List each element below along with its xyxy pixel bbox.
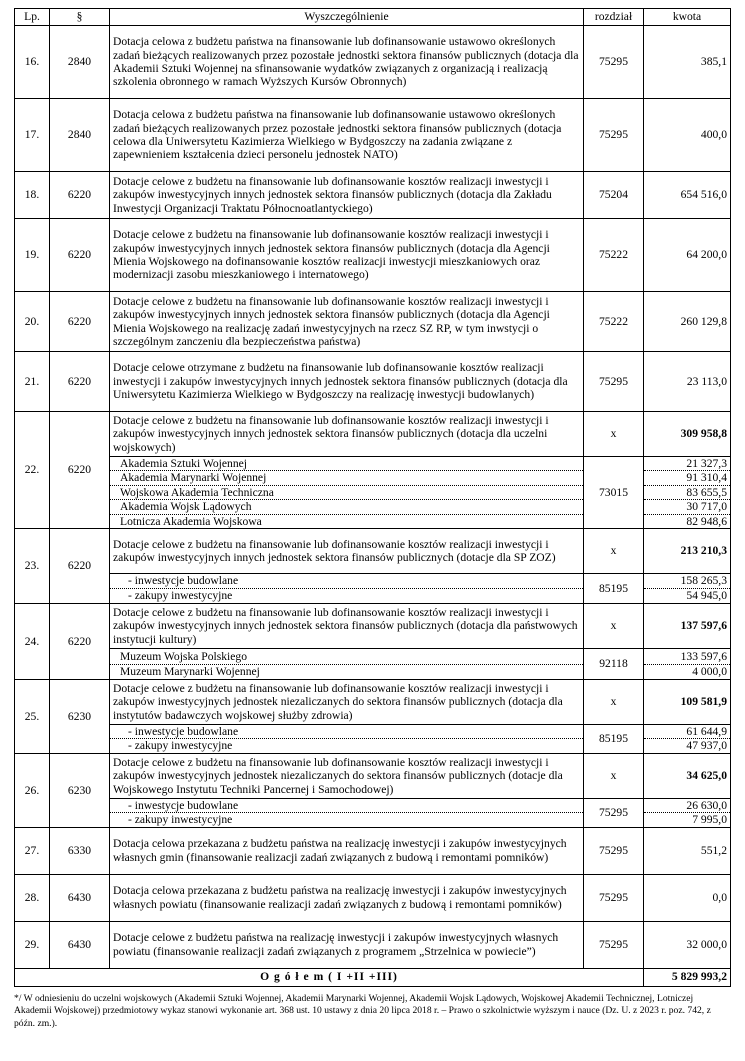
row-rozdzial: 75222 bbox=[584, 219, 644, 292]
sub-row-label: Akademia Wojsk Lądowych bbox=[110, 500, 584, 514]
row-rozdzial: 75222 bbox=[584, 292, 644, 352]
row-paragraph: 6220 bbox=[50, 292, 110, 352]
row-rozdzial: x bbox=[584, 680, 644, 725]
row-kwota: 32 000,0 bbox=[644, 921, 731, 968]
sub-row-label: - zakupy inwestycyjne bbox=[110, 813, 584, 827]
row-paragraph: 6220 bbox=[50, 172, 110, 219]
row-rozdzial: x bbox=[584, 529, 644, 574]
row-lp: 21. bbox=[15, 352, 50, 412]
sub-row-kwota: 30 717,0 bbox=[644, 500, 731, 514]
table-row bbox=[15, 680, 731, 725]
sub-row bbox=[15, 725, 731, 739]
row-rozdzial: x bbox=[584, 412, 644, 457]
sub-row-rozdzial: 85195 bbox=[584, 574, 644, 604]
sub-row-kwota: 91 310,4 bbox=[644, 471, 731, 485]
document-page bbox=[14, 8, 730, 1030]
sub-row-kwota: 47 937,0 bbox=[644, 739, 731, 753]
row-description: Dotacja celowa przekazana z budżetu państwa na realizację inwestycji i zakupów inwestycyjnych własnych gmin (finansowanie realizacji zadań związanych z budową i remontami pomników) bbox=[110, 827, 584, 874]
total-row bbox=[15, 968, 731, 986]
sub-row-kwota: 21 327,3 bbox=[644, 457, 731, 471]
row-description: Dotacje celowe z budżetu na finansowanie lub dofinansowanie kosztów realizacji inwestycji i zakupów inwestycyjnych innych jednostek sektora finansów publicznych (dotacja dla Agencji Mienia Wojskowego na dofinansowanie kosztów realizacji inwestycji mieszkaniowych oraz modernizacji zasobu mieszkaniowego i internatowego) bbox=[110, 219, 584, 292]
row-kwota: 385,1 bbox=[644, 26, 731, 99]
row-lp: 28. bbox=[15, 874, 50, 921]
footnote: */ W odniesieniu do uczelni wojskowych (Akademii Sztuki Wojennej, Akademii Marynarki Wojennej, Akademii Wojsk Lądowych, Wojskowej Akademii Technicznej, Lotniczej Akademii Wojskowej) przedmiotowy wykaz stanowi wykonanie art. 368 ust. 10 ustawy z dnia 20 lipca 2018 r. – Prawo o szkolnictwie wyższym i nauce (Dz. U. z 2023 r. poz. 742, z późn. zm.). bbox=[14, 992, 711, 1029]
row-kwota: 260 129,8 bbox=[644, 292, 731, 352]
row-lp: 18. bbox=[15, 172, 50, 219]
sub-row-label: Akademia Sztuki Wojennej bbox=[110, 457, 584, 471]
total-kwota: 5 829 993,2 bbox=[644, 968, 731, 986]
sub-row-kwota: 7 995,0 bbox=[644, 813, 731, 827]
sub-row-kwota: 54 945,0 bbox=[644, 589, 731, 604]
sub-row-label: Wojskowa Akademia Techniczna bbox=[110, 485, 584, 499]
row-description: Dotacje celowe z budżetu na finansowanie lub dofinansowanie kosztów realizacji inwestycji i zakupów inwestycyjnych jednostek niezaliczanych do sektora finansów publicznych (dotacja dla instytutów badawczych wojskowej służby zdrowia) bbox=[110, 680, 584, 725]
sub-row-kwota: 61 644,9 bbox=[644, 725, 731, 739]
row-lp: 24. bbox=[15, 604, 50, 680]
header-kwota: kwota bbox=[644, 9, 731, 26]
row-paragraph: 2840 bbox=[50, 99, 110, 172]
grants-table bbox=[14, 8, 731, 987]
sub-row bbox=[15, 574, 731, 589]
row-paragraph: 6220 bbox=[50, 412, 110, 529]
row-rozdzial: 75295 bbox=[584, 921, 644, 968]
sub-row-label: Akademia Marynarki Wojennej bbox=[110, 471, 584, 485]
row-lp: 26. bbox=[15, 753, 50, 827]
row-description: Dotacja celowa z budżetu państwa na finansowanie lub dofinansowanie ustawowo określonych zadań bieżących realizowanych przez pozostałe jednostki sektora finansów publicznych (dotacja celowa dla Uniwersytetu Kazimierza Wielkiego w Bydgoszczy na zadania związane z zapewnieniem kształcenia dzieci personelu jednostek NATO) bbox=[110, 99, 584, 172]
row-rozdzial: 75295 bbox=[584, 352, 644, 412]
row-paragraph: 6220 bbox=[50, 604, 110, 680]
row-paragraph: 6230 bbox=[50, 753, 110, 827]
row-kwota: 309 958,8 bbox=[644, 412, 731, 457]
row-kwota: 551,2 bbox=[644, 827, 731, 874]
row-description: Dotacje celowe z budżetu na finansowanie lub dofinansowanie kosztów realizacji inwestycji i zakupów inwestycyjnych jednostek niezaliczanych do sektora finansów publicznych (dotacje dla Wojskowego Instytutu Techniki Pancernej i Samochodowej) bbox=[110, 753, 584, 798]
row-rozdzial: 75295 bbox=[584, 874, 644, 921]
table-row bbox=[15, 529, 731, 574]
header-paragraph: § bbox=[50, 9, 110, 26]
row-kwota: 0,0 bbox=[644, 874, 731, 921]
row-kwota: 654 516,0 bbox=[644, 172, 731, 219]
row-rozdzial: x bbox=[584, 604, 644, 649]
row-rozdzial: 75204 bbox=[584, 172, 644, 219]
sub-row-rozdzial: 92118 bbox=[584, 649, 644, 680]
sub-row-label: - zakupy inwestycyjne bbox=[110, 739, 584, 753]
sub-row-label: - inwestycje budowlane bbox=[110, 574, 584, 589]
row-description: Dotacje celowe z budżetu na finansowanie lub dofinansowanie kosztów realizacji inwestycji i zakupów inwestycyjnych innych jednostek sektora finansów publicznych (dotacja dla Agencji Mienia Wojskowego na realizację zadań inwestycyjnych na rzecz SZ RP, w tym inwstycji o szczególnym zanczeniu dla bezpieczeństwa państwa) bbox=[110, 292, 584, 352]
row-rozdzial: x bbox=[584, 753, 644, 798]
row-paragraph: 6220 bbox=[50, 352, 110, 412]
sub-row bbox=[15, 649, 731, 665]
row-description: Dotacja celowa z budżetu państwa na finansowanie lub dofinansowanie ustawowo określonych zadań bieżących realizowanych przez pozostałe jednostki sektora finansów publicznych (dotacja dla Akademii Sztuki Wojennej na sfinansowanie wydatków związanych z organizacją i realizacją szkolenia obronnego w ramach Wyższych Kursów Obronnych) bbox=[110, 26, 584, 99]
sub-row-rozdzial: 85195 bbox=[584, 725, 644, 754]
table-row bbox=[15, 219, 731, 292]
row-lp: 27. bbox=[15, 827, 50, 874]
table-row bbox=[15, 352, 731, 412]
row-description: Dotacje celowe z budżetu na finansowanie lub dofinansowanie kosztów realizacji inwestycji i zakupów inwestycyjnych innych jednostek sektora finansów publicznych (dotacja dla Zakładu Inwestycji Organizacji Traktatu Północnoatlantyckiego) bbox=[110, 172, 584, 219]
table-row bbox=[15, 921, 731, 968]
row-lp: 17. bbox=[15, 99, 50, 172]
row-lp: 25. bbox=[15, 680, 50, 754]
row-lp: 22. bbox=[15, 412, 50, 529]
table-row bbox=[15, 753, 731, 798]
row-kwota: 213 210,3 bbox=[644, 529, 731, 574]
table-row bbox=[15, 99, 731, 172]
row-description: Dotacje celowe otrzymane z budżetu na finansowanie lub dofinansowanie kosztów realizacji inwestycji i zakupów inwestycyjnych innych jednostek sektora finansów publicznych (dotacja dla Uniwersytetu Kazimierza Wielkiego w Bydgoszczy na realizację inwestycji budowlanych) bbox=[110, 352, 584, 412]
header-rozdzial: rozdział bbox=[584, 9, 644, 26]
sub-row-kwota: 26 630,0 bbox=[644, 798, 731, 812]
row-lp: 16. bbox=[15, 26, 50, 99]
header-description: Wyszczególnienie bbox=[110, 9, 584, 26]
total-label: O g ó ł e m ( I +II +III) bbox=[15, 968, 644, 986]
row-kwota: 64 200,0 bbox=[644, 219, 731, 292]
row-description: Dotacje celowe z budżetu na finansowanie lub dofinansowanie kosztów realizacji inwestycji i zakupów inwestycyjnych innych jednostek sektora finansów publicznych (dotacja dla państwowych instytucji kultury) bbox=[110, 604, 584, 649]
row-description: Dotacje celowe z budżetu na finansowanie lub dofinansowanie kosztów realizacji inwestycji i zakupów inwestycyjnych innych jednostek sektora finansów publicznych (dotacje dla SP ZOZ) bbox=[110, 529, 584, 574]
row-rozdzial: 75295 bbox=[584, 99, 644, 172]
table-row bbox=[15, 26, 731, 99]
row-lp: 23. bbox=[15, 529, 50, 604]
row-paragraph: 6330 bbox=[50, 827, 110, 874]
sub-row-kwota: 82 948,6 bbox=[644, 514, 731, 528]
row-paragraph: 6430 bbox=[50, 921, 110, 968]
sub-row-label: - inwestycje budowlane bbox=[110, 725, 584, 739]
row-kwota: 109 581,9 bbox=[644, 680, 731, 725]
sub-row-rozdzial: 75295 bbox=[584, 798, 644, 827]
row-lp: 29. bbox=[15, 921, 50, 968]
table-row bbox=[15, 292, 731, 352]
row-paragraph: 6220 bbox=[50, 219, 110, 292]
row-description: Dotacja celowa przekazana z budżetu państwa na realizację inwestycji i zakupów inwestycyjnych własnych powiatu (finansowanie realizacji zadań związanych z budową i remontami pomników) bbox=[110, 874, 584, 921]
row-description: Dotacje celowe z budżetu na finansowanie lub dofinansowanie kosztów realizacji inwestycji i zakupów inwestycyjnych innych jednostek sektora finansów publicznych (dotacja dla uczelni wojskowych) bbox=[110, 412, 584, 457]
row-kwota: 400,0 bbox=[644, 99, 731, 172]
table-row bbox=[15, 827, 731, 874]
row-rozdzial: 75295 bbox=[584, 827, 644, 874]
row-rozdzial: 75295 bbox=[584, 26, 644, 99]
sub-row bbox=[15, 798, 731, 812]
row-description: Dotacje celowe z budżetu państwa na realizację inwestycji i zakupów inwestycyjnych własnych powiatu (finansowanie realizacji zadań związanych z programem „Strzelnica w powiecie”) bbox=[110, 921, 584, 968]
sub-row-label: - zakupy inwestycyjne bbox=[110, 589, 584, 604]
sub-row-kwota: 4 000,0 bbox=[644, 665, 731, 680]
row-paragraph: 6230 bbox=[50, 680, 110, 754]
row-paragraph: 6220 bbox=[50, 529, 110, 604]
row-lp: 19. bbox=[15, 219, 50, 292]
table-row bbox=[15, 172, 731, 219]
row-lp: 20. bbox=[15, 292, 50, 352]
table-row bbox=[15, 412, 731, 457]
row-kwota: 137 597,6 bbox=[644, 604, 731, 649]
header-lp: Lp. bbox=[15, 9, 50, 26]
sub-row-label: Lotnicza Akademia Wojskowa bbox=[110, 514, 584, 528]
sub-row bbox=[15, 457, 731, 471]
row-paragraph: 2840 bbox=[50, 26, 110, 99]
sub-row-label: - inwestycje budowlane bbox=[110, 798, 584, 812]
table-row bbox=[15, 604, 731, 649]
sub-row-kwota: 158 265,3 bbox=[644, 574, 731, 589]
sub-row-label: Muzeum Marynarki Wojennej bbox=[110, 665, 584, 680]
header-row bbox=[15, 9, 731, 26]
row-kwota: 34 625,0 bbox=[644, 753, 731, 798]
sub-row-kwota: 83 655,5 bbox=[644, 485, 731, 499]
sub-row-kwota: 133 597,6 bbox=[644, 649, 731, 665]
row-paragraph: 6430 bbox=[50, 874, 110, 921]
row-kwota: 23 113,0 bbox=[644, 352, 731, 412]
sub-row-label: Muzeum Wojska Polskiego bbox=[110, 649, 584, 665]
sub-row-rozdzial: 73015 bbox=[584, 457, 644, 529]
table-row bbox=[15, 874, 731, 921]
